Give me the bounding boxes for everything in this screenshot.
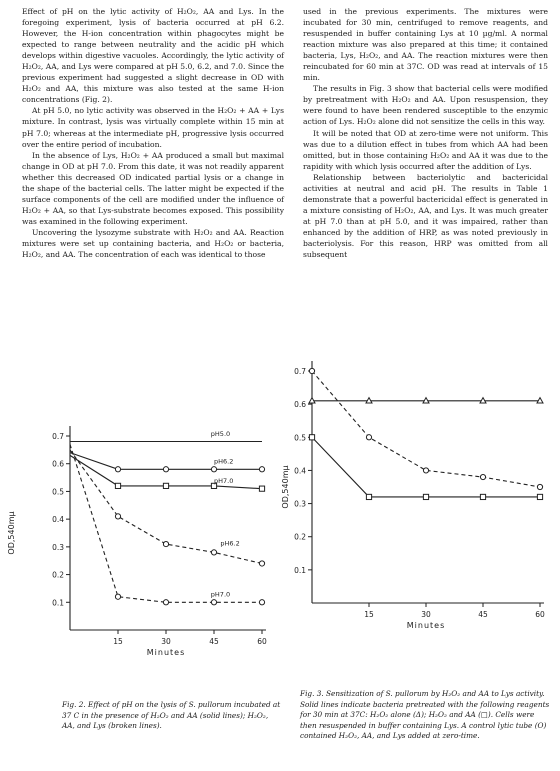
paragraph: It will be noted that OD at zero-time were not uniform. This was due to a dilution effect in tubes from which AA had been omitted, but in those containing H₂O₂ and AA it was due to the rapidity with which lysis occurred after the addition of Lys. [303, 128, 548, 171]
x-tick-label: 60 [257, 637, 267, 646]
circle-marker [259, 561, 264, 566]
circle-marker [115, 514, 120, 519]
x-tick-label: 15 [113, 637, 123, 646]
circle-marker [259, 600, 264, 605]
left-text-column [22, 6, 284, 260]
y-tick-label: 0.3 [52, 542, 64, 552]
square-marker [259, 486, 264, 491]
series-label: pH5.0 [210, 430, 231, 438]
paragraph: The results in Fig. 3 show that bacterial cells were modified by pretreatment with H₂O₂ and AA. Upon resuspension, they were found to have been rendered susceptible to the enzymic action of Lys. H₂O₂ alone did not sensitize the cells in this way. [303, 84, 548, 127]
y-tick-label: 0.5 [52, 487, 64, 497]
square-marker [366, 494, 371, 499]
circle-marker [163, 600, 168, 605]
y-tick-label: 0.6 [52, 459, 64, 469]
circle-marker [211, 467, 216, 472]
y-tick-label: 0.4 [52, 515, 64, 525]
x-axis-label: Minutes [146, 648, 186, 657]
figure-3 [282, 355, 557, 655]
square-marker [309, 435, 314, 440]
series-label: pH6.2 [214, 457, 234, 466]
y-tick-label: 0.2 [52, 570, 64, 580]
circle-marker [537, 484, 542, 489]
y-tick-label: 0.3 [294, 499, 306, 509]
y-axis-label: OD,540mµ [281, 465, 290, 509]
paragraph: At pH 5.0, no lytic activity was observed in the H₂O₂ + AA + Lys mixture. In contrast, lysis was virtually complete within 15 min at pH 7.0; whereas at the intermediate pH, progressive lysis occurred over the entire period of incubation. [22, 106, 284, 149]
x-tick-label: 45 [209, 637, 219, 646]
square-marker [423, 494, 428, 499]
circle-marker [366, 435, 371, 440]
y-tick-label: 0.2 [294, 532, 306, 542]
series-label: pH7.0 [214, 477, 234, 486]
y-tick-label: 0.7 [294, 367, 306, 376]
circle-marker [211, 550, 216, 555]
caption-label: Fig. 3. [300, 689, 324, 698]
circle-marker [163, 541, 168, 546]
caption-text: Effect of pH on the lysis of S. pullorum incubated at 37 C in the presence of H₂O₂ and AA (solid lines); H₂O₂, AA, and Lys (broken lines). [62, 700, 281, 731]
x-axis-label: Minutes [406, 621, 446, 630]
figure-3-caption [300, 689, 550, 742]
series-line [312, 437, 540, 497]
series-label: pH6.2 [220, 539, 240, 548]
circle-marker [480, 474, 485, 479]
circle-marker [423, 468, 428, 473]
square-marker [163, 483, 168, 488]
circle-marker [115, 467, 120, 472]
paragraph: Effect of pH on the lytic activity of H₂O₂, AA and Lys. In the foregoing experiment, lysis of bacteria occurred at pH 6.2. However, the H-ion concentration within phagocytes might be expected to range between neutrality and the acidic pH which develops within digestive vacuoles. Accordingly, the lytic activity of H₂O₂, AA, and Lys were compared at pH 5.0, 6.2, and 7.0. Since the previous experiment had suggested a slight decrease in OD with H₂O₂ and AA, this mixture was also tested at the same H-ion concentrations (Fig. 2). [22, 7, 284, 105]
y-tick-label: 0.6 [294, 400, 306, 410]
y-tick-label: 0.7 [52, 432, 64, 441]
right-text-column [303, 6, 548, 260]
circle-marker [259, 467, 264, 472]
y-tick-label: 0.1 [52, 598, 64, 608]
paragraph: Relationship between bacteriolytic and bactericidal activities at neutral and acid pH. The results in Table 1 demonstrate that a powerful bactericidal effect is generated in a mixture consisting of H₂O₂, AA, and Lys. It was much greater at pH 7.0 than at pH 5.0, and it was impaired, rather than enhanced by the addition of HRP, as was noted previously in bacteriolysis. For this reason, HRP was omitted from all subsequent [303, 172, 548, 260]
y-tick-label: 0.5 [294, 433, 306, 443]
x-tick-label: 15 [364, 610, 374, 619]
series-label: pH7.0 [210, 590, 231, 599]
figure-2 [0, 418, 290, 698]
circle-marker [115, 594, 120, 599]
x-tick-label: 30 [161, 637, 171, 646]
circle-marker [309, 368, 314, 373]
paragraph: In the absence of Lys, H₂O₂ + AA produced a small but maximal change in OD at pH 7.0. From this date, it was not readily apparent whether this decreased OD indicated partial lysis or a change in the shape of the bacterial cells. The latter might be expected if the surface components of the cell are modified under the influence of H₂O₂ + AA, so that Lys-substrate becomes exposed. This possibility was examined in the following experiment. [22, 150, 284, 226]
y-tick-label: 0.1 [294, 565, 306, 575]
figure-2-chart [0, 418, 290, 698]
paragraph: Uncovering the lysozyme substrate with H₂O₂ and AA. Reaction mixtures were set up containing bacteria, and H₂O₂ or bacteria, H₂O₂, and AA. The concentration of each was identical to those [22, 227, 284, 260]
y-axis-label: OD,540mµ [7, 511, 16, 555]
square-marker [537, 494, 542, 499]
x-tick-label: 60 [535, 610, 545, 619]
caption-text: Sensitization of S. pullorum by H₂O₂ and AA to Lys activity. Solid lines indicate bacteria pretreated with the following reagents for 30 min at 37C: H₂O₂ alone (Δ); H₂O₂ and AA (□). Cells were then resuspended in buffer containing Lys. A control lytic tube (O) contained H₂O₂, AA, and Lys added at zero-time. [300, 689, 550, 741]
figure-2-caption [62, 700, 282, 732]
x-tick-label: 45 [478, 610, 488, 619]
x-tick-label: 30 [421, 610, 431, 619]
circle-marker [211, 600, 216, 605]
square-marker [115, 483, 120, 488]
paragraph: used in the previous experiments. The mixtures were incubated for 30 min, centrifuged to remove reagents, and resuspended in buffer containing Lys at 10 µg/ml. A normal reaction mixture was also prepared at this time; it contained bacteria, Lys, H₂O₂, and AA. The reaction mixtures were then reincubated for 60 min at 37C. OD was read at intervals of 15 min. [303, 7, 548, 83]
caption-label: Fig. 2. [62, 700, 86, 709]
square-marker [480, 494, 485, 499]
figure-3-chart [282, 355, 557, 655]
circle-marker [163, 467, 168, 472]
y-tick-label: 0.4 [294, 466, 306, 476]
